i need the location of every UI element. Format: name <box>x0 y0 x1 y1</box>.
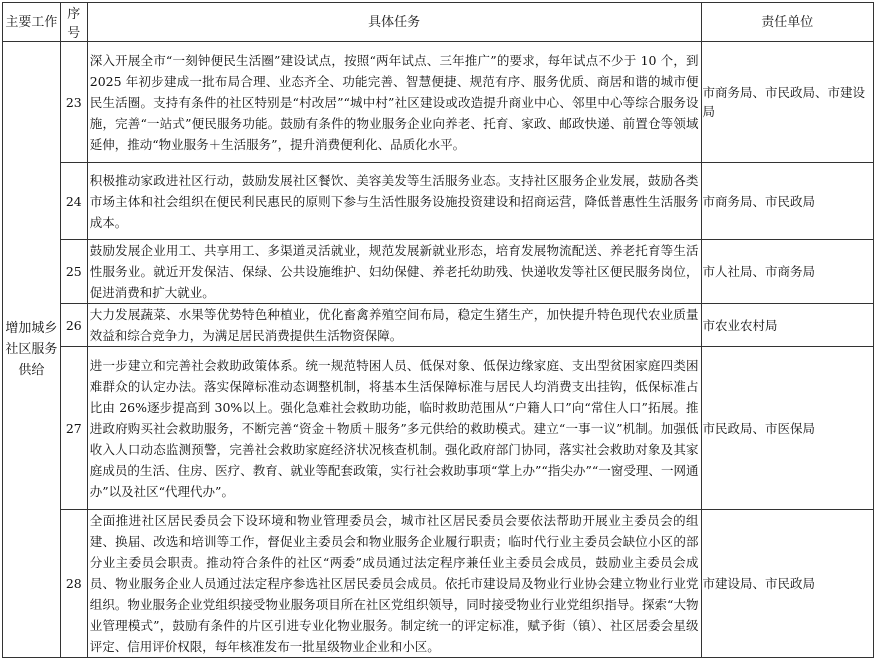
table-row <box>3 510 874 658</box>
table-row <box>3 304 874 347</box>
header-row <box>3 3 874 42</box>
row-number: 25 <box>60 240 87 304</box>
row-number: 24 <box>60 163 87 240</box>
table-row <box>3 163 874 240</box>
task-cell: 进一步建立和完善社会救助政策体系。统一规范特困人员、低保对象、低保边缘家庭、支出型贫困家庭四类困难群众的认定办法。落实保障标准动态调整机制，将基本生活保障标准与居民人均消费支出挂钩，低保标准占比由 26%逐步提高到 30%以上。强化急难社会救助功能，临时救助范围从“户籍人口”向“常住人口”拓展。推进政府购买社会救助服务，不断完善“资金＋物质＋服务”多元供给的救助模式。建立“一事一议”机制。加强低收入人口动态监测预警，完善社会救助家庭经济状况核查机制。强化政府部门协同，落实社会救助对象及其家庭成员的生活、住房、医疗、教育、就业等配套政策，实行社会救助事项“掌上办”“指尖办”“一窗受理、一网通办”以及社区“代理代办”。 <box>87 347 701 510</box>
header-unit: 责任单位 <box>701 3 873 42</box>
task-table <box>2 2 874 658</box>
table-row <box>3 347 874 510</box>
unit-cell: 市建设局、市民政局 <box>701 510 873 658</box>
task-cell: 大力发展蔬菜、水果等优势特色种植业，优化畜禽养殖空间布局，稳定生猪生产，加快提升特色现代农业质量效益和综合竞争力，为满足居民消费提供生活物资保障。 <box>87 304 701 347</box>
header-category: 主要工作 <box>3 3 61 42</box>
table-row <box>3 240 874 304</box>
category-cell: 增加城乡社区服务供给 <box>3 42 61 658</box>
row-number: 27 <box>60 347 87 510</box>
unit-cell: 市农业农村局 <box>701 304 873 347</box>
unit-cell: 市商务局、市民政局、市建设局 <box>701 42 873 163</box>
header-task: 具体任务 <box>87 3 701 42</box>
task-cell: 鼓励发展企业用工、共享用工、多渠道灵活就业，规范发展新就业形态，培育发展物流配送、养老托育等生活性服务业。就近开发保洁、保绿、公共设施维护、妇幼保健、养老托幼助残、快递收发等社区便民服务岗位，促进消费和扩大就业。 <box>87 240 701 304</box>
task-cell: 积极推动家政进社区行动，鼓励发展社区餐饮、美容美发等生活服务业态。支持社区服务企业发展，鼓励各类市场主体和社会组织在便民利民惠民的原则下参与生活性服务设施投资建设和招商运营，降低普惠性生活服务成本。 <box>87 163 701 240</box>
unit-cell: 市商务局、市民政局 <box>701 163 873 240</box>
unit-cell: 市民政局、市医保局 <box>701 347 873 510</box>
task-cell: 深入开展全市“一刻钟便民生活圈”建设试点，按照“两年试点、三年推广”的要求，每年试点不少于 10 个，到 2025 年初步建成一批布局合理、业态齐全、功能完善、智慧便捷、规范有序、服务优质、商居和谐的城市便民生活圈。支持有条件的社区特别是“村改居”“城中村”社区建设或改造提升商业中心、邻里中心等综合服务设施，完善“一站式”便民服务功能。鼓励有条件的物业服务企业向养老、托育、家政、邮政快递、前置仓等领域延伸，推动“物业服务＋生活服务”，提升消费便利化、品质化水平。 <box>87 42 701 163</box>
row-number: 23 <box>60 42 87 163</box>
table-row <box>3 42 874 163</box>
unit-cell: 市人社局、市商务局 <box>701 240 873 304</box>
row-number: 26 <box>60 304 87 347</box>
task-cell: 全面推进社区居民委员会下设环境和物业管理委员会，城市社区居民委员会要依法帮助开展业主委员会的组建、换届、改选和培训等工作，督促业主委员会和物业服务企业履行职责；临时代行业主委员会缺位小区的部分业主委员会职责。推动符合条件的社区“两委”成员通过法定程序兼任业主委员会成员，鼓励业主委员会成员、物业服务企业人员通过法定程序参选社区居民委员会成员。依托市建设局及物业行业协会建立物业行业党组织。物业服务企业党组织接受物业服务项目所在社区党组织领导，同时接受物业行业党组织指导。探索“大物业管理模式”，鼓励有条件的片区引进专业化物业服务。制定统一的评定标准，赋予街（镇）、社区居委会星级评定、信用评价权限，每年核准发布一批星级物业企业和小区。 <box>87 510 701 658</box>
row-number: 28 <box>60 510 87 658</box>
header-number: 序号 <box>60 3 87 42</box>
